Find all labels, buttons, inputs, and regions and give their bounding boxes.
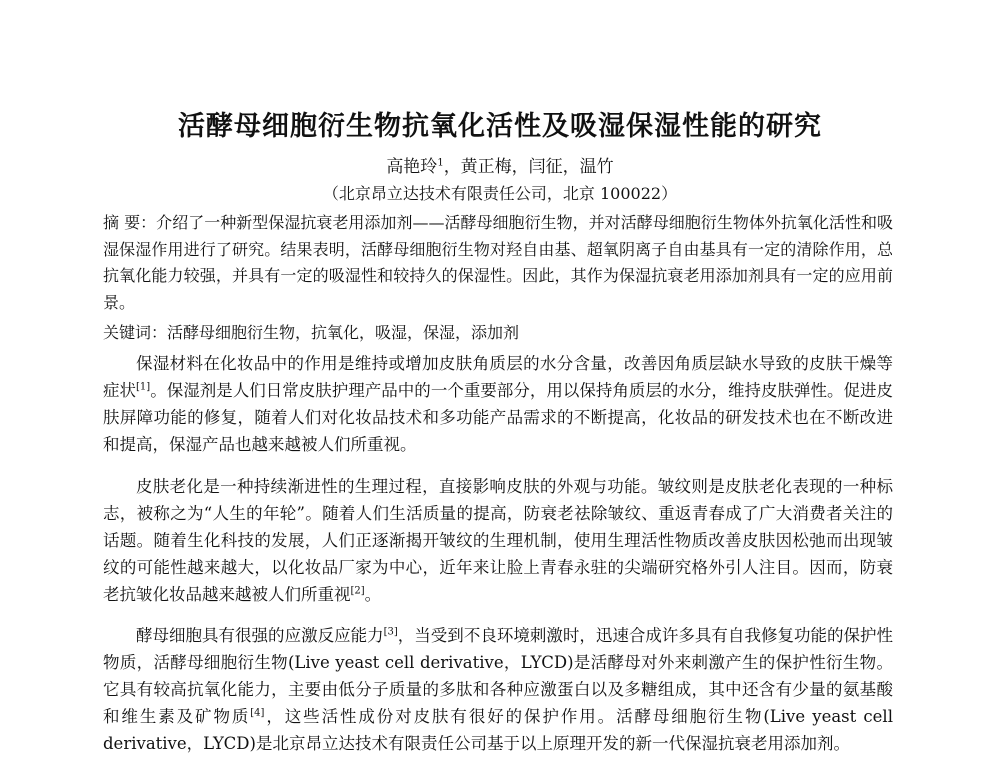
citation-ref-2: [2]: [350, 585, 365, 597]
paper-title: 活酵母细胞衍生物抗氧化活性及吸湿保湿性能的研究: [178, 111, 822, 142]
keywords-label: 关键词：: [103, 323, 168, 342]
abstract-text: 介绍了一种新型保湿抗衰老用添加剂——活酵母细胞衍生物，并对活酵母细胞衍生物体外抗氧化活性和吸湿保湿作用进行了研究。结果表明，活酵母细胞衍生物对羟自由基、超氧阴离子自由基具有一定的清除作用，总抗氧化能力较强，并具有一定的吸湿性和较持久的保湿性。因此，其作为保湿抗衰老用添加剂具有一定的应用前景。: [103, 213, 893, 313]
author-line: [0, 152, 1000, 177]
first-author: 高艳玲: [386, 157, 438, 177]
citation-ref-1: [1]: [136, 381, 151, 393]
author-affiliation-mark: 1: [437, 157, 444, 169]
paragraph-3-text-b: ，当受到不良环境刺激时，迅速合成许多具有自我修复功能的保护性物质，活酵母细胞衍生物(Live yeast cell derivative，LYCD)是活酵母对外来刺激产生的保护性衍生物。它具有较高抗氧化能力，主要由低分子质量的多肽和各种应激蛋白以及多糖组成，其中还含有少量的氨基酸和维生素及矿物质: [103, 626, 894, 726]
paragraph-3-text-a: 酵母细胞具有很强的应激反应能力: [136, 626, 384, 645]
affiliation: （北京昂立达技术有限责任公司，北京 100022）: [322, 184, 678, 203]
paragraph-1-text-b: 。保湿剂是人们日常皮肤护理产品中的一个重要部分，用以保持角质层的水分，维持皮肤弹性。促进皮肤屏障功能的修复，随着人们对化妆品技术和多功能产品需求的不断提高，化妆品的研发技术也在不断改进和提高，保湿产品也越来越被人们所重视。: [103, 381, 894, 454]
citation-ref-3: [3]: [383, 626, 398, 638]
paragraph-3-text-c: ，这些活性成份对皮肤有很好的保护作用。活酵母细胞衍生物(Live yeast cell derivative，LYCD)是北京昂立达技术有限责任公司基于以上原理开发的新一代保湿抗衰老用添加剂。: [103, 707, 893, 753]
citation-ref-4: [4]: [250, 707, 265, 719]
keywords-text: 活酵母细胞衍生物，抗氧化，吸湿，保湿，添加剂: [167, 323, 520, 342]
keywords: [103, 320, 893, 346]
paragraph-2-text-b: 。: [364, 585, 382, 604]
abstract-label: 摘 要：: [103, 213, 157, 232]
paragraph-2-text-a: 皮肤老化是一种持续渐进性的生理过程，直接影响皮肤的外观与功能。皱纹则是皮肤老化表现的一种标志，被称之为“人生的年轮”。随着人们生活质量的提高，防衰老祛除皱纹、重返青春成了广大消费者关注的话题。随着生化科技的发展，人们正逐渐揭开皱纹的生理机制，使用生理活性物质改善皮肤因松弛而出现皱纹的可能性越来越大，以化妆品厂家为中心，近年来让脸上青春永驻的尖端研究格外引人注目。因而，防衰老抗皱化妆品越来越被人们所重视: [103, 477, 893, 604]
paragraph-1-text-a: 保湿材料在化妆品中的作用是维持或增加皮肤角质层的水分含量，改善因角质层缺水导致的皮肤干燥等症状: [103, 354, 893, 400]
abstract: [103, 210, 893, 317]
paragraph-3: [103, 622, 893, 757]
paragraph-2: [103, 473, 893, 608]
paragraph-1: [103, 350, 893, 458]
other-authors: ，黄正梅，闫征，温竹: [443, 157, 614, 177]
